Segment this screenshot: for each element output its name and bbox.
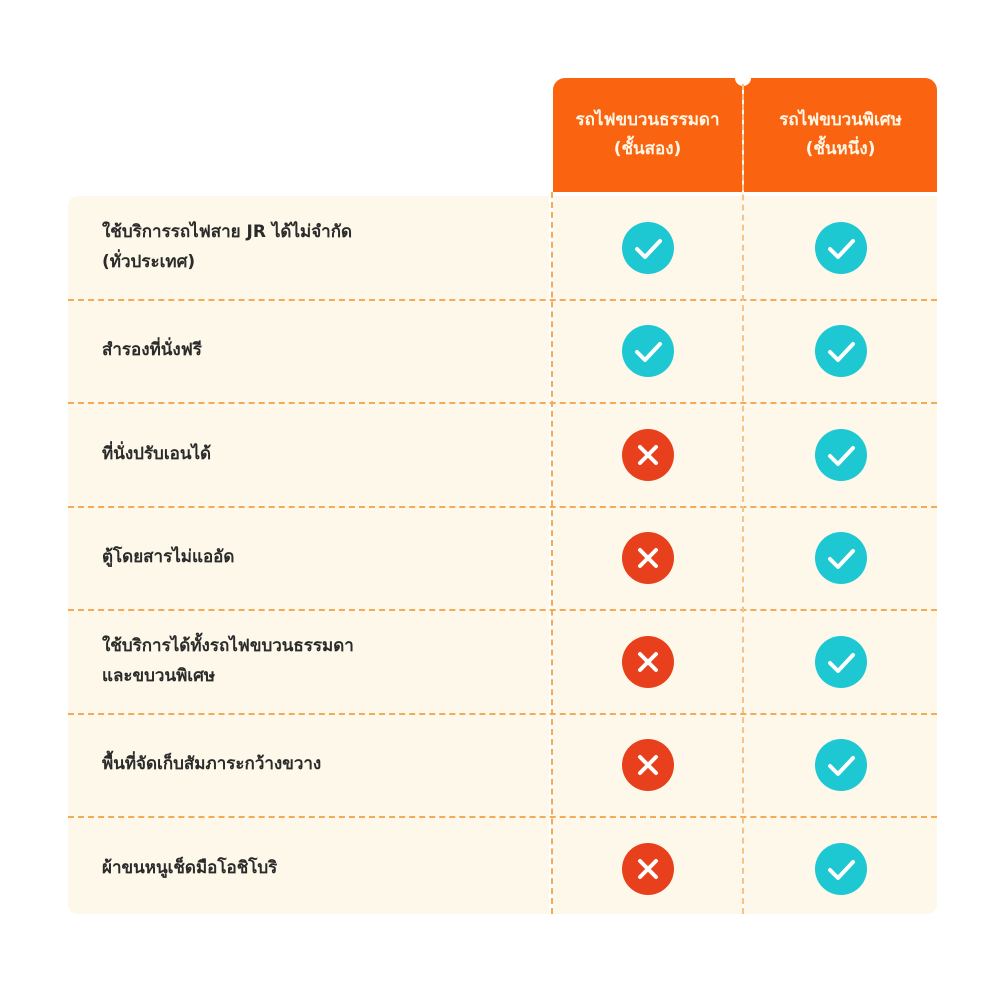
special-availability-cell — [744, 300, 937, 403]
check-circle-icon — [815, 636, 867, 688]
feature-label — [102, 507, 522, 610]
table-row — [68, 300, 937, 403]
check-circle-icon — [815, 222, 867, 274]
table-row — [68, 507, 937, 610]
special-availability-cell — [744, 196, 937, 299]
feature-label-line: (ทั่วประเทศ) — [102, 251, 196, 272]
feature-label — [102, 300, 522, 403]
special-availability-cell — [744, 507, 937, 610]
table-row — [68, 610, 937, 713]
feature-label-line: ตู้โดยสารไม่แออัด — [102, 547, 235, 568]
row-divider — [68, 713, 937, 715]
table-row — [68, 817, 937, 920]
cross-circle-icon — [622, 636, 674, 688]
special-availability-cell — [744, 817, 937, 920]
ordinary-availability-cell — [553, 403, 742, 506]
header-ordinary-train-line2: (ชั้นสอง) — [613, 139, 682, 159]
ordinary-availability-cell — [553, 714, 742, 817]
check-circle-icon — [815, 532, 867, 584]
feature-label-line: ใช้บริการได้ทั้งรถไฟขบวนธรรมดา — [102, 635, 354, 656]
cross-circle-icon — [622, 532, 674, 584]
row-divider — [68, 816, 937, 818]
check-circle-icon — [622, 325, 674, 377]
table-row — [68, 196, 937, 299]
check-circle-icon — [815, 429, 867, 481]
cross-circle-icon — [622, 429, 674, 481]
feature-label-line: ใช้บริการรถไฟสาย JR ได้ไม่จำกัด — [102, 221, 353, 242]
feature-label — [102, 403, 522, 506]
ordinary-availability-cell — [553, 610, 742, 713]
feature-label-line: ที่นั่งปรับเอนได้ — [102, 443, 212, 464]
check-circle-icon — [622, 222, 674, 274]
column-divider — [742, 84, 744, 914]
table-row — [68, 714, 937, 817]
cross-circle-icon — [622, 739, 674, 791]
special-availability-cell — [744, 403, 937, 506]
ordinary-availability-cell — [553, 300, 742, 403]
feature-label-line: สำรองที่นั่งฟรี — [102, 340, 202, 361]
check-circle-icon — [815, 325, 867, 377]
feature-label — [102, 714, 522, 817]
ordinary-availability-cell — [553, 817, 742, 920]
row-divider — [68, 299, 937, 301]
header-special-train-line2: (ชั้นหนึ่ง) — [805, 139, 876, 159]
header-ordinary-train — [553, 78, 742, 192]
header-special-train — [744, 78, 937, 192]
row-divider — [68, 609, 937, 611]
feature-label — [102, 610, 522, 713]
feature-label-line: พื้นที่จัดเก็บสัมภาระกว้างขวาง — [102, 754, 322, 775]
special-availability-cell — [744, 714, 937, 817]
row-divider — [68, 506, 937, 508]
header-special-train-line1: รถไฟขบวนพิเศษ — [779, 110, 902, 131]
ordinary-availability-cell — [553, 196, 742, 299]
check-circle-icon — [815, 843, 867, 895]
column-divider — [551, 192, 553, 914]
feature-label-line: และขบวนพิเศษ — [102, 665, 216, 686]
check-circle-icon — [815, 739, 867, 791]
row-divider — [68, 402, 937, 404]
feature-label — [102, 196, 522, 299]
feature-label-line: ผ้าขนหนูเช็ดมือโอชิโบริ — [102, 857, 278, 878]
cross-circle-icon — [622, 843, 674, 895]
feature-label — [102, 817, 522, 920]
special-availability-cell — [744, 610, 937, 713]
table-row — [68, 403, 937, 506]
header-ordinary-train-line1: รถไฟขบวนธรรมดา — [575, 110, 720, 131]
ordinary-availability-cell — [553, 507, 742, 610]
